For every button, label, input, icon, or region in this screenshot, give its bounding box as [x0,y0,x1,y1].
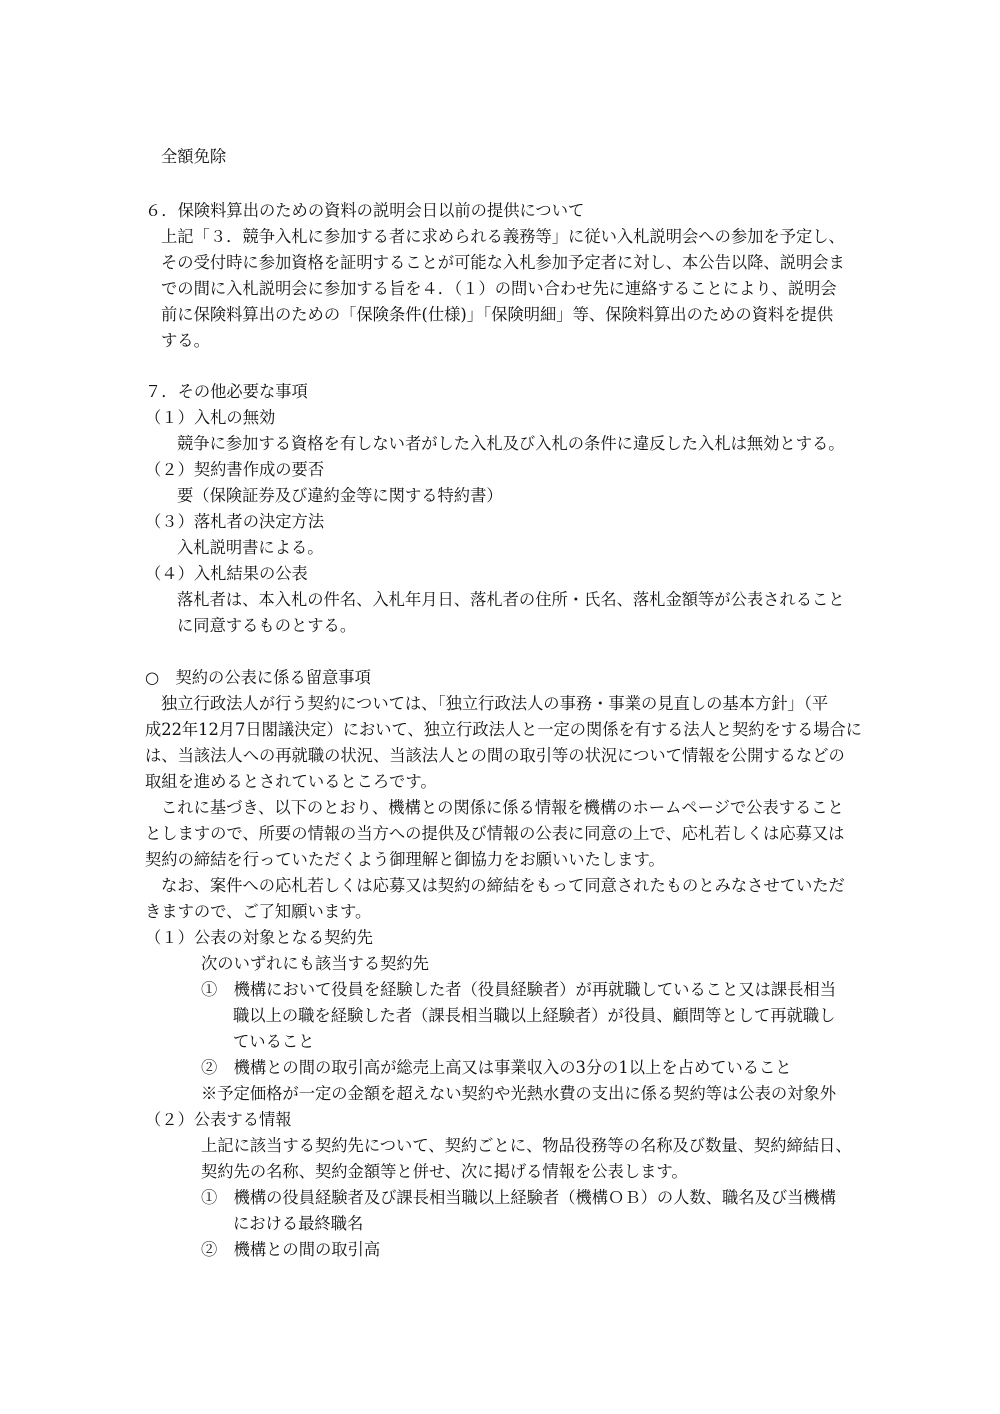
notice-para-line: 取組を進めるとされているところです。 [145,772,437,791]
notice-sub2-title: （２）公表する情報 [145,1110,292,1129]
section-7-item-body: 入札説明書による。 [177,538,324,557]
section-7-heading: ７．その他必要な事項 [145,382,308,401]
notice-sub1-item: 職以上の職を経験した者（課長相当職以上経験者）が役員、顧問等として再就職し [233,1006,836,1025]
notice-sub1-intro: 次のいずれにも該当する契約先 [201,954,429,973]
section-6-line: する。 [161,331,210,350]
notice-para-line: 成22年12月7日閣議決定）において、独立行政法人と一定の関係を有する法人と契約をする場合に [145,720,863,739]
section-7-item-body: に同意するものとする。 [177,616,357,635]
notice-sub2-intro: 上記に該当する契約先について、契約ごとに、物品役務等の名称及び数量、契約締結日、 [201,1136,852,1155]
section-7-item-title: （３）落札者の決定方法 [145,512,325,531]
notice-sub2-item: ① 機構の役員経験者及び課長相当職以上経験者（機構ＯＢ）の人数、職名及び当機構 [201,1188,836,1207]
notice-sub2-item: における最終職名 [233,1214,364,1233]
section-7-item-body: 要（保険証券及び違約金等に関する特約書） [177,486,503,505]
notice-para-line: きますので、ご了知願います。 [145,902,372,921]
notice-sub1-item: ていること [233,1032,315,1051]
section-7-item-body: 競争に参加する資格を有しない者がした入札及び入札の条件に違反した入札は無効とする。 [177,434,845,453]
notice-para-line: 独立行政法人が行う契約については、「独立行政法人の事務・事業の見直しの基本方針」（平 [161,694,829,713]
notice-sub1-item: ② 機構との間の取引高が総売上高又は事業収入の3分の1以上を占めていること [201,1058,792,1077]
notice-para-line: なお、案件への応札若しくは応募又は契約の締結をもって同意されたものとみなさせていただ [161,876,845,895]
section-7-item-title: （４）入札結果の公表 [145,564,308,583]
section-6-line: での間に入札説明会に参加する旨を４．（１）の問い合わせ先に連絡することにより、説明会 [161,279,837,298]
notice-sub2-intro: 契約先の名称、契約金額等と併せ、次に掲げる情報を公表します。 [201,1162,688,1181]
notice-sub1-title: （１）公表の対象となる契約先 [145,928,373,947]
notice-para-line: これに基づき、以下のとおり、機構との関係に係る情報を機構のホームページで公表すること [161,798,844,817]
notice-sub1-item: ① 機構において役員を経験した者（役員経験者）が再就職していること又は課長相当 [201,980,836,999]
section-6-line: 前に保険料算出のための「保険条件(仕様)」「保険明細」等、保険料算出のための資料を提供 [161,305,834,324]
section-7-item-title: （１）入札の無効 [145,408,276,427]
section-7-item-title: （２）契約書作成の要否 [145,460,325,479]
section-6-heading: ６．保険料算出のための資料の説明会日以前の提供について [145,201,585,220]
notice-para-line: 契約の締結を行っていただくよう御理解と御協力をお願いいたします。 [145,850,665,869]
notice-sub2-item: ② 機構との間の取引高 [201,1240,381,1259]
notice-sub1-note: ※予定価格が一定の金額を超えない契約や光熱水費の支出に係る契約等は公表の対象外 [201,1084,836,1103]
notice-heading: ○ 契約の公表に係る留意事項 [145,668,371,687]
section-7-item-body: 落札者は、本入札の件名、入札年月日、落札者の住所・氏名、落札金額等が公表されること [177,590,845,609]
top-text: 全額免除 [161,147,227,166]
notice-para-line: は、当該法人への再就職の状況、当該法人との間の取引等の状況について情報を公開するなどの [145,746,845,765]
notice-para-line: としますので、所要の情報の当方への提供及び情報の公表に同意の上で、応札若しくは応募又は [145,824,845,843]
section-6-line: その受付時に参加資格を証明することが可能な入札参加予定者に対し、本公告以降、説明会ま [161,253,845,272]
section-6-line: 上記「３．競争入札に参加する者に求められる義務等」に従い入札説明会への参加を予定し、 [161,227,845,246]
